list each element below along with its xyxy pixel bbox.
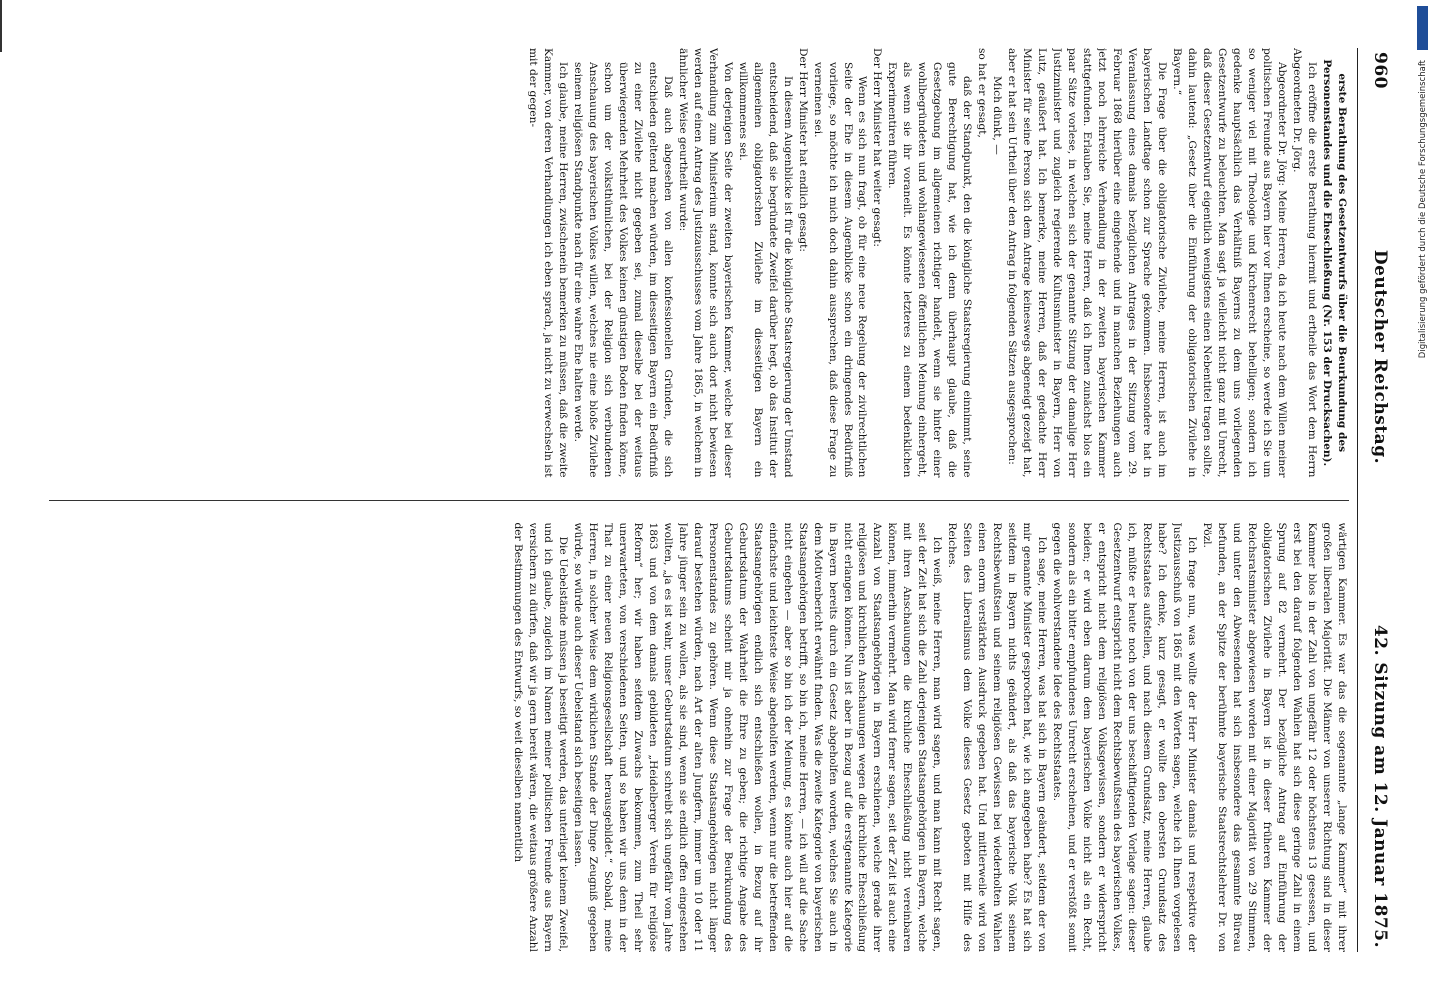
paragraph: Mich dünkt, — <box>991 76 1004 155</box>
paragraph: Ich eröffne die erste Berathung hiermit und ertheile das Wort dem Herrn Abgeordneten Dr. Jörg. <box>1291 48 1319 478</box>
left-column <box>49 48 1349 478</box>
header-session: 42. Sitzung am 12. Januar 1875. <box>1370 624 1390 948</box>
paragraph: so hat er gesagt, <box>976 48 989 138</box>
paragraph: Ich frage nun, was wollte der Herr Minister damals und respektive der Justizausschuß von 1865 mit den Worten sagen, welche ich Ihnen vorgelesen habe? Ich denke, kurz gesagt, er wollte den obersten Grundsatz des Rechtsstaates aufstellen, und nach diesem Grundsatz, meine Herren, glaube ich, müßte er heute noch von der uns beschäftigenden Vorlage sagen: dieser Gesetzentwurf entspricht nicht dem Rechtsbewußtsein des bayerischen Volkes, er entspricht nicht dem religiösen Volksgewissen, sondern er widerspricht beiden; er wird eben darum dem bayerischen Volke nicht als ein Recht, sondern als ein bitter empfundenes Unrecht erscheinen, und er verstößt somit gegen die wohlverstandene Idee des Rechtsstaates. <box>1051 522 1199 952</box>
paragraph: erste Berathung des Gesetzentwurfs über die Beurkundung des Personenstandes und die Eheschließung (Nr. 153 der Drucksachen). <box>1321 59 1348 467</box>
header-title: Deutscher Reichstag. <box>1370 249 1390 465</box>
page-header <box>1357 48 1396 952</box>
rotated-page <box>36 20 1396 980</box>
paragraph: Ich sage, meine Herren, was hat sich in Bayern geändert, seitdem der von mir genannte Minister gesprochen hat, wie ich angegeben habe? Es hat sich seitdem in Bayern nichts geändert, als daß das bayerische Volk seinem Rechtsbewußtsein und seinem religiösen Gewissen bei wiederholten Wahlen einen enorm verstärkten Ausdruck gegeben hat. Und mittlerweile wird von Seiten des Liberalismus dem Volke dieses Gesetz geboten mit Hilfe des Reiches. <box>946 522 1049 952</box>
dfg-logo <box>1417 6 1428 50</box>
paragraph: In diesem Augenblicke ist für die königliche Staatsregierung der Umstand entscheidend, daß sie begründete Zweifel darüber hegt, ob das Institut der allgemeinen obligatorischen Zivilehe im diesseitigen Bayern ein willkommenes sei. <box>736 62 794 478</box>
paragraph: Die Uebelstände müssen ja beseitigt werden, das unterliegt keinem Zweifel, und ich glaube, zugleich im Namen meiner politischen Freunde aus Bayern versichern zu dürfen, daß wir ja gern bereit wären, die weitaus größere Anzahl der Bestimmungen des Entwurfs, so weit dieselben namentlich <box>511 522 569 952</box>
paragraph: Von derjenigen Seite der zweiten bayerischen Kammer, welche bei dieser Verhandlung zum Ministerium stand, konnte sich auch dort nicht bewiesen werden auf einen Antrag des Justizausschusses vom Jahre 1865, in welchem in ähnlicher Weise geurtheilt wurde: <box>676 48 734 478</box>
paragraph: wärtigen Kammer. Es war das die sogenannte „lange Kammer“ mit ihrer großen liberalen Majorität. Die Männer von unserer Richtung sind in dieser Kammer blos in der Zahl von ungefähr 12 oder höchstens 13 gesessen, und erst bei den darauf folgenden Wahlen hat sich diese geringe Zahl in einem Sprung auf 82 vermehrt. Der bezügliche Antrag auf Einführung der obligatorischen Zivilehe in Bayern ist in dieser früheren Kammer der Reichsratsminister abgewiesen worden mit einer Majorität von 29 Stimmen, und unter den Abwesenden hat sich insbesondere das gesammte Büreau befunden, an der Spitze der berühmte bayerische Staatsrechtslehrer Dr. von Pözl. <box>1201 522 1348 952</box>
column-divider <box>49 500 1349 501</box>
right-column <box>49 523 1349 953</box>
paragraph: Daß auch abgesehen von allen konfessionellen Gründen, die sich entschieden geltend machen würden, im diesseitigen Bayern ein Bedürfniß zu einer Zivilehe nicht gegeben sei, zumal dieselbe bei der weitaus überwiegenden Mehrheit des Volkes keinen günstigen Boden finden könne, schon um der volksthümlichen, bei der Religion sich verbundenen Anschauung des bayerischen Volkes willen, welches nie eine bloße Zivilehe seinem religiösen Standpunkte nach für eine wahre Ehe halten werde. <box>571 62 674 478</box>
paragraph: Wenn es sich nun fragt, ob für eine neue Regelung der zivilrechtlichen Seite der Ehe in diesem Augenblicke schon ein dringendes Bedürfniß vorliege, so möchte ich mich doch dahin aussprechen, daß diese Frage zu verneinen sei. <box>811 62 869 478</box>
dfg-notice: Digitalisierung gefördert durch die Deutsche Forschungsgemeinschaft <box>1418 60 1428 359</box>
paragraph: Abgeordneter Dr. Jörg: Meine Herren, da ich heute nach dem Willen meiner politischen Freunde aus Bayern hier vor Ihnen erscheine, so werde ich Sie um so weniger viel mit Theologie und Kirchenrecht behelligen; sondern ich gedenke hauptsächlich das Verhältniß Bayerns zu dem uns vorliegenden Gesetzentwurfe zu beleuchten. Man sagt ja vielleicht nicht ganz mit Unrecht, daß dieser Gesetzentwurf eigentlich wenigstens einen Nebentitel tragen sollte, dahin lautend: „Gesetz über die Einführung der obligatorischen Zivilehe in Bayern.“ <box>1171 48 1289 478</box>
paragraph: daß der Standpunkt, den die königliche Staatsregierung einnimmt, seine gute Berechtigung hat, wie ich denn überhaupt glaube, daß die Gesetzgebung im allgemeinen richtiger handelt, wenn sie hinter einer wohlbegründeten und wohlangewiesenen öffentlichen Meinung einhergeht, als wenn sie ihr voraneilt. Es könnte letzteres zu einem bedenklichen Experimentiren führen. <box>886 62 974 478</box>
page-edge-mark <box>0 0 8 52</box>
paragraph: Ich glaube, meine Herren, zwischenein bemerken zu müssen, daß die zweite Kammer, von deren Verhandlungen ich eben sprach, ja nicht zu verwechseln ist mit der gegen- <box>526 48 569 478</box>
paragraph: Der Herr Minister hat weiter gesagt: <box>871 48 884 247</box>
paragraph: Der Herr Minister hat endlich gesagt: <box>796 48 809 252</box>
paragraph: Die Frage über die obligatorische Zivilehe, meine Herren, ist auch im bayerischen Landtage schon zur Sprache gekommen. Insbesondere hat in Veranlassung eines damals bezüglichen Antrages in der Sitzung vom 29. Februar 1868 hierüber eine eingehende und in manchen Beziehungen auch jetzt noch lehrreiche Verhandlung in der zweiten bayerischen Kammer stattgefunden. Erlauben Sie, meine Herren, daß ich Ihnen zunächst blos ein paar Sätze vorlese, in welchen sich der genannte Sitzung der damalige Herr Justizminister und zugleich regierende Kultusminister in Bayern, Herr von Lutz, geäußert hat. Ich bemerke, meine Herren, daß der gedachte Herr Minister für seine Person sich dem Antrage keineswegs abgeneigt gezeigt hat, aber er hat sein Urtheil über den Antrag in folgenden Sätzen ausgesprochen: <box>1006 48 1169 478</box>
paragraph: Ich weiß, meine Herren, man wird sagen, und man kann mit Recht sagen, seit der Zeit hat sich die Zahl derjenigen Staatsangehörigen in Bayern, welche mit ihren Anschauungen die kirchliche Eheschließung nicht vereinbaren können, immerhin vermehrt. Man wird ferner sagen, seit der Zeit ist auch eine Anzahl von Staatsangehörigen in Bayern erschienen, welche gerade ihrer religiösen und kirchlichen Anschauungen wegen die kirchliche Eheschließung nicht erlangen können. Nun ist aber in Bezug auf die erstgenannte Kategorie in Bayern bereits durch ein Gesetz abgeholfen worden, welches Sie auch in dem Motivenbericht erwähnt finden. Was die zweite Kategorie von bayerischen Staatsangehörigen betrifft, so bin ich, meine Herren, — ich will auf die Sache nicht eingehen — aber so bin ich der Meinung, es könnte auch hier auf die einfachste und leichteste Weise abgeholfen werden, wenn nur die betreffenden Staatsangehörigen endlich sich entschließen wollen, in Bezug auf ihr Geburtsdatum der Wahrheit die Ehre zu geben; die richtige Angabe des Geburtsdatums scheint mir ja ohnehin zur Frage der Beurkundung des Personenstandes zu gehören. Wenn diese Staatsangehörigen nicht länger darauf bestehen würden, nach Art der alten Jungfern, immer um 10 oder 11 Jahre jünger sein zu wollen, als sie sind, wenn sie endlich offen eingestehen wollten, „ja es ist wahr, unser Geburtsdatum schreibt sich ungefähr vom Jahre 1863 und von dem damals gebildeten „Heidelberger Verein für religiöse Reform“ her; wir haben seitdem Zuwachs bekommen, zum Theil sehr unerwarteten, von verschiedenen Seiten, und so haben wir uns denn in der That zu einer neuen Religionsgesellschaft herausgebildet.“ Sobald, meine Herren, in solcher Weise dem wirklichen Stande der Dinge Zeugniß gegeben würde, so würde auch dieser Uebelstand sich beseitigen lassen. <box>571 522 944 952</box>
page-number: 960 <box>1370 52 1390 89</box>
text-columns <box>49 48 1357 952</box>
